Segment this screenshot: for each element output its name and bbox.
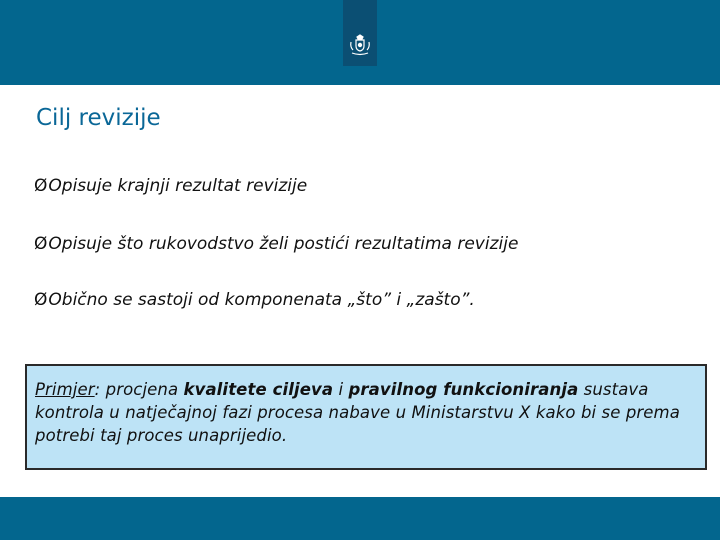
example-bold-text: pravilnog funkcioniranja [348, 380, 579, 399]
example-text: i [333, 380, 349, 399]
slide-title: Cilj revizije [36, 105, 161, 131]
bullet-arrow-icon: Ø [34, 290, 48, 310]
header-bar [0, 0, 720, 85]
example-label: Primjer [35, 380, 95, 399]
bullet-item [34, 176, 307, 196]
footer-bar [0, 497, 720, 540]
example-box [25, 364, 707, 470]
example-text: : procjena [94, 380, 184, 399]
bullet-text: Opisuje krajnji rezultat revizije [48, 176, 308, 196]
bullet-arrow-icon: Ø [34, 176, 48, 196]
example-text: sustava kontrola u natječajnoj fazi procesa nabave u Ministarstvu X kako bi se prema potrebi taj proces unaprijedio. [35, 380, 680, 445]
bullet-text: Obično se sastoji od komponenata „što” i „zašto”. [48, 290, 475, 310]
bullet-arrow-icon: Ø [34, 234, 48, 254]
bullet-item [34, 234, 518, 254]
coat-of-arms-icon [348, 34, 372, 66]
example-bold-text: kvalitete ciljeva [183, 380, 334, 399]
logo [343, 0, 377, 66]
bullet-item [34, 290, 475, 310]
bullet-text: Opisuje što rukovodstvo želi postići rezultatima revizije [48, 234, 519, 254]
